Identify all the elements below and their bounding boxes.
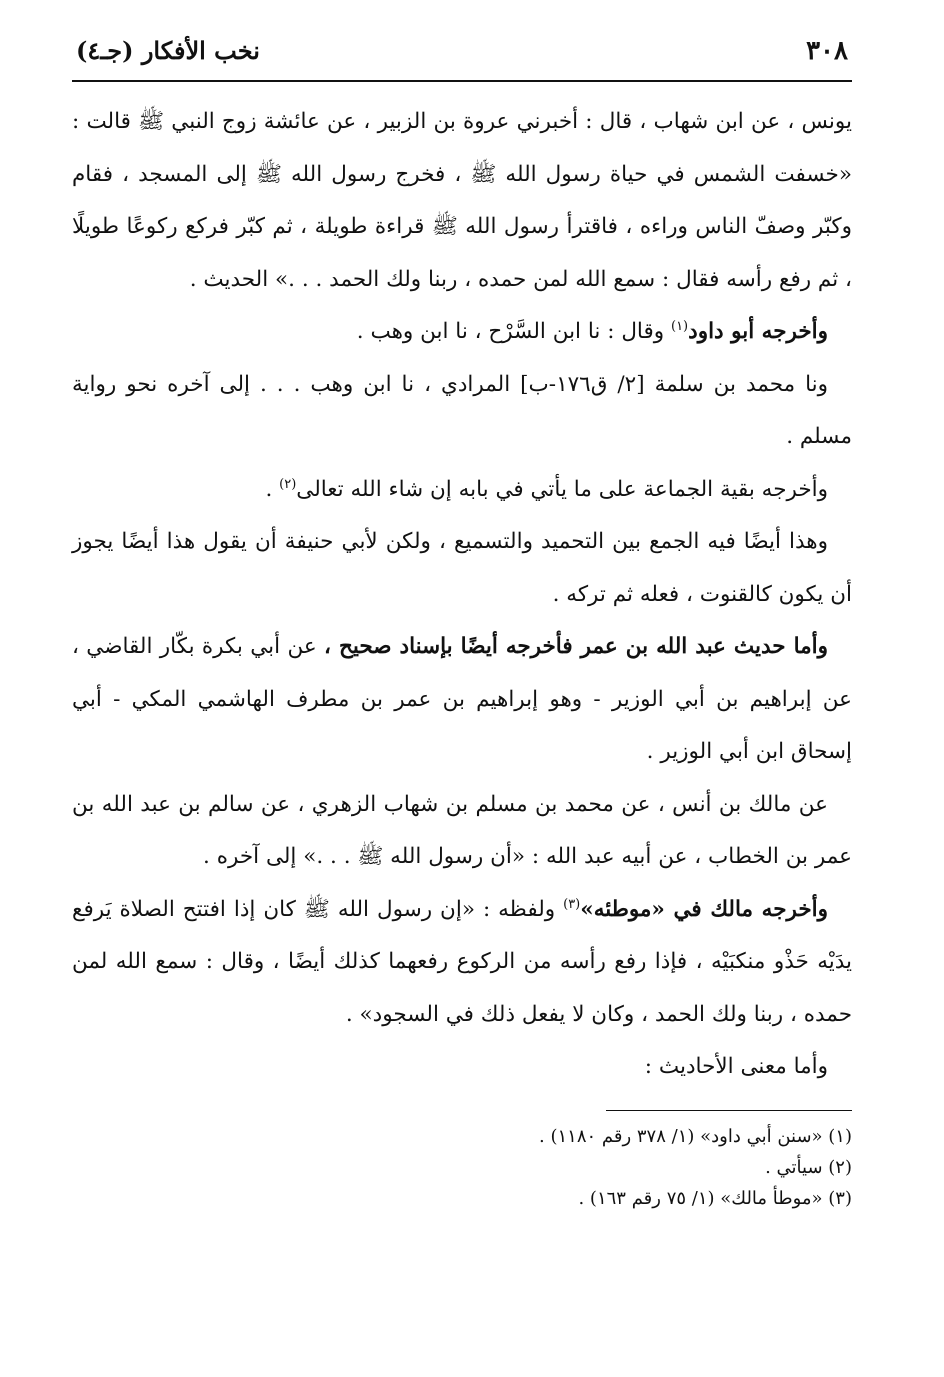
paragraph-5 <box>72 516 852 621</box>
paragraph-8 <box>72 884 852 1042</box>
footnote-ref: (٣) <box>563 896 581 912</box>
paragraph-1 <box>72 96 852 306</box>
main-text <box>72 96 852 1094</box>
document-page <box>72 36 852 1214</box>
paragraph-text: وقال : نا ابن السَّرْح ، نا ابن وهب . <box>356 319 671 344</box>
paragraph-text: وهذا أيضًا فيه الجمع بين التحميد والتسميع ، ولكن لأبي حنيفة أن يقول هذا أيضًا يجوز أن يكون كالقنوت ، فعله ثم تركه . <box>72 529 852 607</box>
footnote-separator <box>606 1110 852 1111</box>
paragraph-text: يونس ، عن ابن شهاب ، قال : أخبرني عروة بن الزبير ، عن عائشة زوج النبي ﷺ قالت : «خسفت الشمس في حياة رسول الله ﷺ ، فخرج رسول الله ﷺ إلى المسجد ، فقام وكبّر وصفّ الناس وراءه ، فاقترأ رسول الله ﷺ قراءة طويلة ، ثم كبّر فركع ركوعًا طويلًا ، ثم رفع رأسه فقال : سمع الله لمن حمده ، ربنا ولك الحمد . . .» الحديث . <box>72 109 852 292</box>
paragraph-text: وأخرجه بقية الجماعة على ما يأتي في بابه إن شاء الله تعالى <box>296 476 828 502</box>
footnote-3: (٣) «موطأ مالك» (١/ ٧٥ رقم ١٦٣) . <box>578 1187 852 1209</box>
footnotes <box>72 1121 852 1214</box>
paragraph-3 <box>72 359 852 464</box>
footnote-2: (٢) سيأتي . <box>765 1156 852 1178</box>
running-header <box>72 36 852 82</box>
paragraph-2 <box>72 306 852 359</box>
bold-lead: وأخرجه أبو داود <box>688 319 828 344</box>
paragraph-text: عن أبي بكرة بكّار القاضي ، عن إبراهيم بن أبي الوزير - وهو إبراهيم بن عمر بن مطرف الهاشمي المكي - أبي إسحاق ابن أبي الوزير . <box>72 634 852 764</box>
paragraph-7 <box>72 779 852 884</box>
paragraph-6 <box>72 621 852 779</box>
paragraph-text: ونا محمد بن سلمة [٢/ ق١٧٦-ب] المرادي ، نا ابن وهب . . . إلى آخره نحو رواية مسلم . <box>72 371 852 449</box>
footnote-ref: (٢) <box>279 476 297 492</box>
paragraph-text: وأما معنى الأحاديث : <box>644 1054 828 1079</box>
page-number: ٣٠٨ <box>806 36 848 66</box>
paragraph-text: عن مالك بن أنس ، عن محمد بن مسلم بن شهاب الزهري ، عن سالم بن عبد الله بن عمر بن الخطاب ، عن أبيه عبد الله : «أن رسول الله ﷺ . . .» إلى آخره . <box>72 791 852 869</box>
footnote-1: (١) «سنن أبي داود» (١/ ٣٧٨ رقم ١١٨٠) . <box>539 1125 852 1147</box>
footnote-ref: (١) <box>670 319 689 334</box>
paragraph-4 <box>72 464 852 517</box>
bold-lead: وأما حديث عبد الله بن عمر فأخرجه أيضًا بإسناد صحيح ، <box>324 634 828 659</box>
paragraph-text: . <box>265 476 280 502</box>
book-title: نخب الأفكار (جـ٤) <box>76 36 260 65</box>
bold-lead: وأخرجه مالك في «موطئه» <box>580 896 829 922</box>
paragraph-text: ولفظه : «إن رسول الله ﷺ كان إذا افتتح الصلاة يَرفع يدَيْه حَذْو منكبَيْه ، فإذا رفع رأسه من الركوع رفعهما كذلك أيضًا ، وقال : سمع الله لمن حمده ، ربنا ولك الحمد ، وكان لا يفعل ذلك في السجود» . <box>72 896 852 1027</box>
paragraph-9 <box>72 1041 852 1094</box>
